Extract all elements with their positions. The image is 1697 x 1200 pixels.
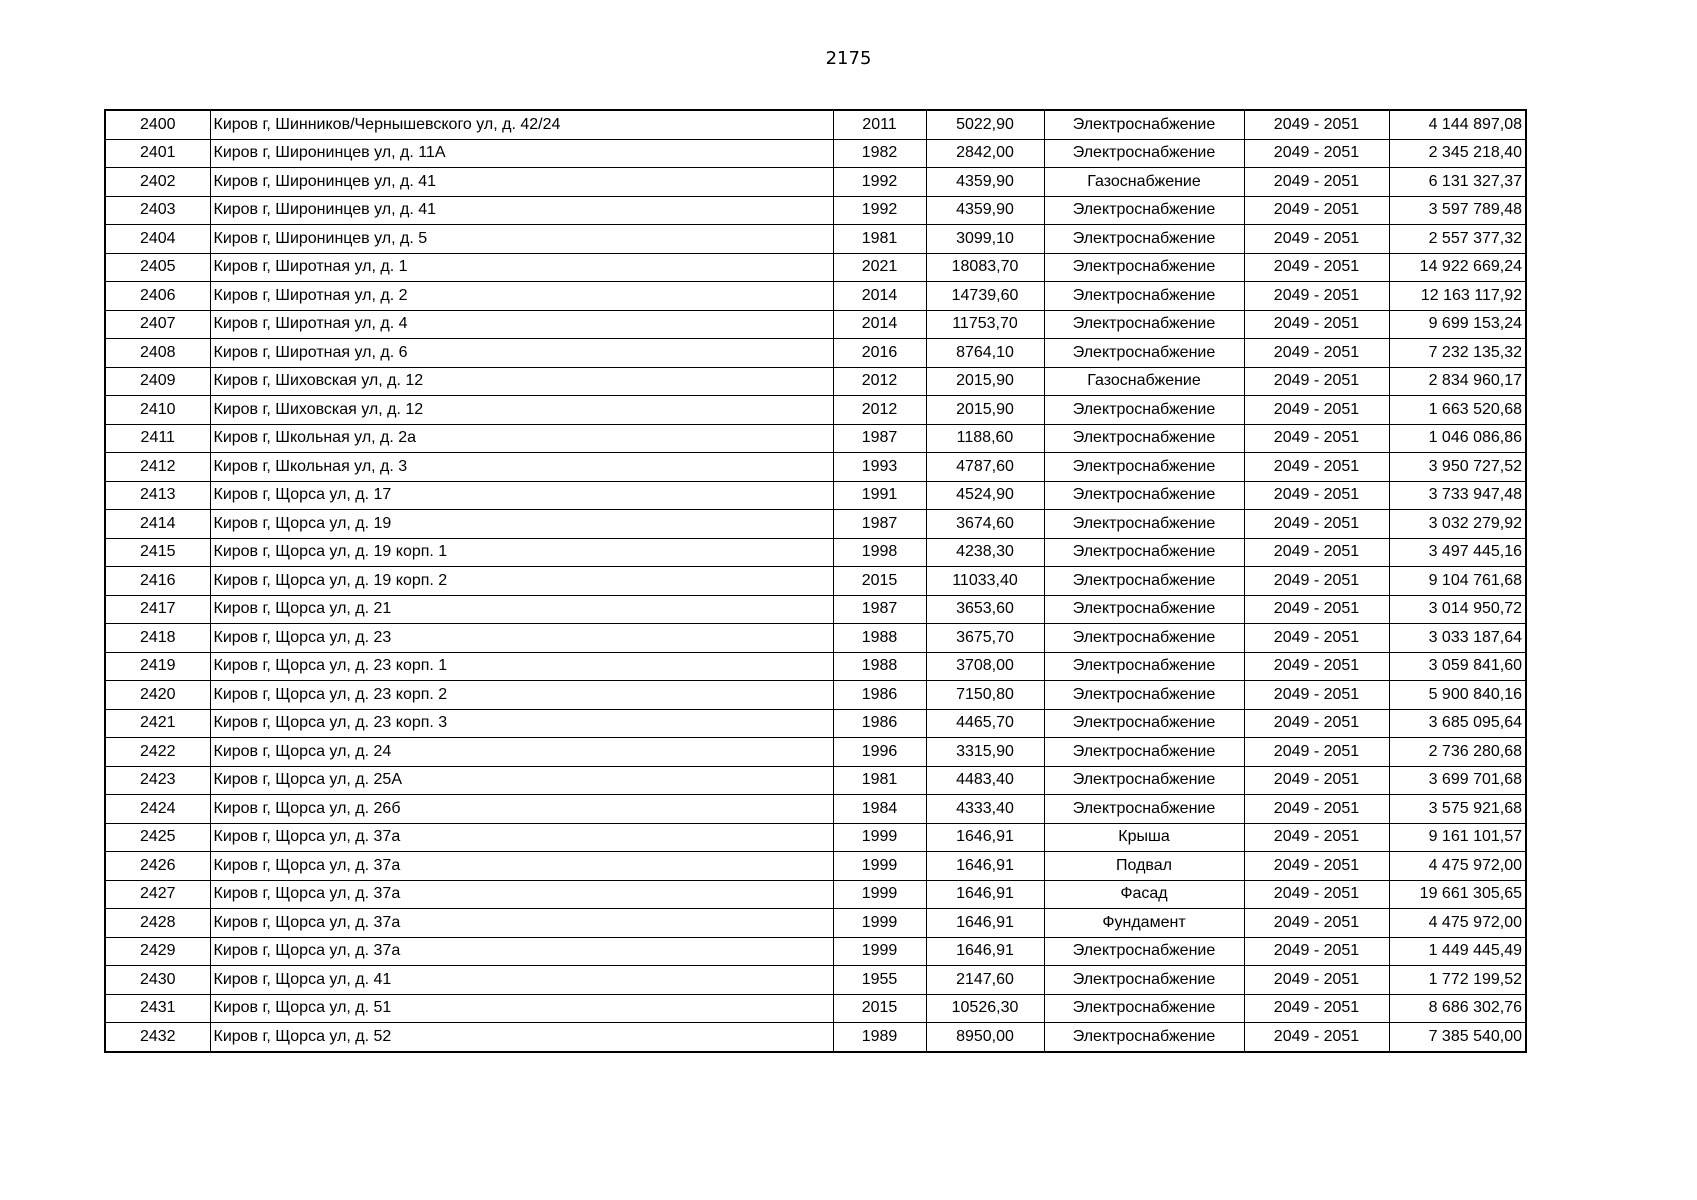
year-cell: 2012 bbox=[833, 367, 926, 396]
row-number-cell: 2413 bbox=[105, 481, 210, 510]
cost-cell: 3 733 947,48 bbox=[1389, 481, 1526, 510]
work-type-cell: Электроснабжение bbox=[1044, 538, 1244, 567]
address-cell: Киров г, Щорса ул, д. 37а bbox=[210, 823, 833, 852]
area-cell: 7150,80 bbox=[926, 681, 1044, 710]
address-cell: Киров г, Щорса ул, д. 19 корп. 2 bbox=[210, 567, 833, 596]
cost-cell: 4 144 897,08 bbox=[1389, 110, 1526, 139]
page-number: 2175 bbox=[825, 48, 872, 69]
period-cell: 2049 - 2051 bbox=[1244, 139, 1389, 168]
cost-cell: 9 161 101,57 bbox=[1389, 823, 1526, 852]
table-row bbox=[105, 852, 1526, 881]
work-type-cell: Электроснабжение bbox=[1044, 652, 1244, 681]
table-row bbox=[105, 994, 1526, 1023]
row-number-cell: 2419 bbox=[105, 652, 210, 681]
work-type-cell: Электроснабжение bbox=[1044, 139, 1244, 168]
table-row bbox=[105, 738, 1526, 767]
cost-cell: 3 032 279,92 bbox=[1389, 510, 1526, 539]
period-cell: 2049 - 2051 bbox=[1244, 424, 1389, 453]
address-cell: Киров г, Щорса ул, д. 23 корп. 1 bbox=[210, 652, 833, 681]
area-cell: 1188,60 bbox=[926, 424, 1044, 453]
period-cell: 2049 - 2051 bbox=[1244, 880, 1389, 909]
row-number-cell: 2423 bbox=[105, 766, 210, 795]
year-cell: 1999 bbox=[833, 880, 926, 909]
row-number-cell: 2428 bbox=[105, 909, 210, 938]
year-cell: 1996 bbox=[833, 738, 926, 767]
table-row bbox=[105, 282, 1526, 311]
row-number-cell: 2408 bbox=[105, 339, 210, 368]
area-cell: 1646,91 bbox=[926, 880, 1044, 909]
period-cell: 2049 - 2051 bbox=[1244, 110, 1389, 139]
year-cell: 2021 bbox=[833, 253, 926, 282]
area-cell: 4359,90 bbox=[926, 168, 1044, 197]
row-number-cell: 2424 bbox=[105, 795, 210, 824]
period-cell: 2049 - 2051 bbox=[1244, 225, 1389, 254]
cost-cell: 8 686 302,76 bbox=[1389, 994, 1526, 1023]
period-cell: 2049 - 2051 bbox=[1244, 709, 1389, 738]
year-cell: 1998 bbox=[833, 538, 926, 567]
area-cell: 2842,00 bbox=[926, 139, 1044, 168]
cost-cell: 3 059 841,60 bbox=[1389, 652, 1526, 681]
period-cell: 2049 - 2051 bbox=[1244, 595, 1389, 624]
period-cell: 2049 - 2051 bbox=[1244, 396, 1389, 425]
period-cell: 2049 - 2051 bbox=[1244, 852, 1389, 881]
address-cell: Киров г, Щорса ул, д. 51 bbox=[210, 994, 833, 1023]
address-cell: Киров г, Широтная ул, д. 6 bbox=[210, 339, 833, 368]
year-cell: 1993 bbox=[833, 453, 926, 482]
row-number-cell: 2420 bbox=[105, 681, 210, 710]
year-cell: 1988 bbox=[833, 652, 926, 681]
year-cell: 2012 bbox=[833, 396, 926, 425]
work-type-cell: Электроснабжение bbox=[1044, 196, 1244, 225]
row-number-cell: 2404 bbox=[105, 225, 210, 254]
table-row bbox=[105, 481, 1526, 510]
area-cell: 2015,90 bbox=[926, 367, 1044, 396]
cost-cell: 3 685 095,64 bbox=[1389, 709, 1526, 738]
address-cell: Киров г, Широнинцев ул, д. 11А bbox=[210, 139, 833, 168]
period-cell: 2049 - 2051 bbox=[1244, 453, 1389, 482]
row-number-cell: 2401 bbox=[105, 139, 210, 168]
address-cell: Киров г, Щорса ул, д. 37а bbox=[210, 937, 833, 966]
year-cell: 1999 bbox=[833, 909, 926, 938]
cost-cell: 5 900 840,16 bbox=[1389, 681, 1526, 710]
period-cell: 2049 - 2051 bbox=[1244, 282, 1389, 311]
cost-cell: 14 922 669,24 bbox=[1389, 253, 1526, 282]
table-row bbox=[105, 823, 1526, 852]
address-cell: Киров г, Щорса ул, д. 19 bbox=[210, 510, 833, 539]
table-row bbox=[105, 681, 1526, 710]
year-cell: 1982 bbox=[833, 139, 926, 168]
area-cell: 3653,60 bbox=[926, 595, 1044, 624]
address-cell: Киров г, Щорса ул, д. 23 корп. 3 bbox=[210, 709, 833, 738]
period-cell: 2049 - 2051 bbox=[1244, 567, 1389, 596]
year-cell: 1999 bbox=[833, 937, 926, 966]
work-type-cell: Электроснабжение bbox=[1044, 110, 1244, 139]
address-cell: Киров г, Щорса ул, д. 37а bbox=[210, 909, 833, 938]
cost-cell: 9 104 761,68 bbox=[1389, 567, 1526, 596]
row-number-cell: 2415 bbox=[105, 538, 210, 567]
period-cell: 2049 - 2051 bbox=[1244, 937, 1389, 966]
work-type-cell: Электроснабжение bbox=[1044, 396, 1244, 425]
row-number-cell: 2421 bbox=[105, 709, 210, 738]
cost-cell: 2 736 280,68 bbox=[1389, 738, 1526, 767]
year-cell: 1989 bbox=[833, 1023, 926, 1052]
table-row bbox=[105, 339, 1526, 368]
row-number-cell: 2430 bbox=[105, 966, 210, 995]
period-cell: 2049 - 2051 bbox=[1244, 909, 1389, 938]
address-cell: Киров г, Щорса ул, д. 25А bbox=[210, 766, 833, 795]
cost-cell: 3 575 921,68 bbox=[1389, 795, 1526, 824]
work-type-cell: Электроснабжение bbox=[1044, 994, 1244, 1023]
cost-cell: 1 449 445,49 bbox=[1389, 937, 1526, 966]
address-cell: Киров г, Широтная ул, д. 1 bbox=[210, 253, 833, 282]
table-row bbox=[105, 453, 1526, 482]
area-cell: 1646,91 bbox=[926, 937, 1044, 966]
year-cell: 1981 bbox=[833, 766, 926, 795]
table-row bbox=[105, 538, 1526, 567]
year-cell: 1987 bbox=[833, 424, 926, 453]
year-cell: 1988 bbox=[833, 624, 926, 653]
work-type-cell: Электроснабжение bbox=[1044, 681, 1244, 710]
area-cell: 11753,70 bbox=[926, 310, 1044, 339]
cost-cell: 3 033 187,64 bbox=[1389, 624, 1526, 653]
cost-cell: 4 475 972,00 bbox=[1389, 909, 1526, 938]
work-type-cell: Электроснабжение bbox=[1044, 453, 1244, 482]
table-row bbox=[105, 310, 1526, 339]
address-cell: Киров г, Широнинцев ул, д. 5 bbox=[210, 225, 833, 254]
work-type-cell: Электроснабжение bbox=[1044, 937, 1244, 966]
work-type-cell: Электроснабжение bbox=[1044, 510, 1244, 539]
work-type-cell: Электроснабжение bbox=[1044, 624, 1244, 653]
row-number-cell: 2432 bbox=[105, 1023, 210, 1052]
work-type-cell: Фундамент bbox=[1044, 909, 1244, 938]
period-cell: 2049 - 2051 bbox=[1244, 1023, 1389, 1052]
cost-cell: 7 232 135,32 bbox=[1389, 339, 1526, 368]
year-cell: 1986 bbox=[833, 681, 926, 710]
register-table bbox=[104, 109, 1527, 1053]
row-number-cell: 2407 bbox=[105, 310, 210, 339]
work-type-cell: Электроснабжение bbox=[1044, 1023, 1244, 1052]
area-cell: 2015,90 bbox=[926, 396, 1044, 425]
cost-cell: 4 475 972,00 bbox=[1389, 852, 1526, 881]
address-cell: Киров г, Щорса ул, д. 21 bbox=[210, 595, 833, 624]
address-cell: Киров г, Широтная ул, д. 4 bbox=[210, 310, 833, 339]
table-row bbox=[105, 795, 1526, 824]
cost-cell: 3 014 950,72 bbox=[1389, 595, 1526, 624]
row-number-cell: 2429 bbox=[105, 937, 210, 966]
address-cell: Киров г, Щорса ул, д. 19 корп. 1 bbox=[210, 538, 833, 567]
address-cell: Киров г, Широнинцев ул, д. 41 bbox=[210, 168, 833, 197]
period-cell: 2049 - 2051 bbox=[1244, 795, 1389, 824]
work-type-cell: Электроснабжение bbox=[1044, 738, 1244, 767]
address-cell: Киров г, Школьная ул, д. 3 bbox=[210, 453, 833, 482]
table-row bbox=[105, 367, 1526, 396]
year-cell: 1991 bbox=[833, 481, 926, 510]
area-cell: 8764,10 bbox=[926, 339, 1044, 368]
period-cell: 2049 - 2051 bbox=[1244, 253, 1389, 282]
address-cell: Киров г, Щорса ул, д. 24 bbox=[210, 738, 833, 767]
table-row bbox=[105, 624, 1526, 653]
row-number-cell: 2426 bbox=[105, 852, 210, 881]
table-row bbox=[105, 1023, 1526, 1052]
work-type-cell: Фасад bbox=[1044, 880, 1244, 909]
row-number-cell: 2412 bbox=[105, 453, 210, 482]
year-cell: 1984 bbox=[833, 795, 926, 824]
work-type-cell: Электроснабжение bbox=[1044, 225, 1244, 254]
period-cell: 2049 - 2051 bbox=[1244, 624, 1389, 653]
work-type-cell: Электроснабжение bbox=[1044, 709, 1244, 738]
cost-cell: 9 699 153,24 bbox=[1389, 310, 1526, 339]
table-row bbox=[105, 652, 1526, 681]
cost-cell: 12 163 117,92 bbox=[1389, 282, 1526, 311]
work-type-cell: Электроснабжение bbox=[1044, 253, 1244, 282]
address-cell: Киров г, Щорса ул, д. 17 bbox=[210, 481, 833, 510]
area-cell: 3675,70 bbox=[926, 624, 1044, 653]
period-cell: 2049 - 2051 bbox=[1244, 994, 1389, 1023]
address-cell: Киров г, Щорса ул, д. 23 корп. 2 bbox=[210, 681, 833, 710]
year-cell: 1955 bbox=[833, 966, 926, 995]
period-cell: 2049 - 2051 bbox=[1244, 538, 1389, 567]
row-number-cell: 2406 bbox=[105, 282, 210, 311]
area-cell: 3315,90 bbox=[926, 738, 1044, 767]
period-cell: 2049 - 2051 bbox=[1244, 367, 1389, 396]
area-cell: 1646,91 bbox=[926, 909, 1044, 938]
period-cell: 2049 - 2051 bbox=[1244, 510, 1389, 539]
row-number-cell: 2410 bbox=[105, 396, 210, 425]
address-cell: Киров г, Школьная ул, д. 2а bbox=[210, 424, 833, 453]
work-type-cell: Электроснабжение bbox=[1044, 795, 1244, 824]
row-number-cell: 2414 bbox=[105, 510, 210, 539]
year-cell: 1986 bbox=[833, 709, 926, 738]
period-cell: 2049 - 2051 bbox=[1244, 766, 1389, 795]
period-cell: 2049 - 2051 bbox=[1244, 481, 1389, 510]
year-cell: 1992 bbox=[833, 168, 926, 197]
address-cell: Киров г, Щорса ул, д. 37а bbox=[210, 852, 833, 881]
table-row bbox=[105, 168, 1526, 197]
cost-cell: 19 661 305,65 bbox=[1389, 880, 1526, 909]
cost-cell: 3 950 727,52 bbox=[1389, 453, 1526, 482]
area-cell: 3099,10 bbox=[926, 225, 1044, 254]
area-cell: 2147,60 bbox=[926, 966, 1044, 995]
address-cell: Киров г, Широнинцев ул, д. 41 bbox=[210, 196, 833, 225]
table-row bbox=[105, 110, 1526, 139]
row-number-cell: 2403 bbox=[105, 196, 210, 225]
work-type-cell: Крыша bbox=[1044, 823, 1244, 852]
area-cell: 8950,00 bbox=[926, 1023, 1044, 1052]
period-cell: 2049 - 2051 bbox=[1244, 310, 1389, 339]
row-number-cell: 2411 bbox=[105, 424, 210, 453]
period-cell: 2049 - 2051 bbox=[1244, 196, 1389, 225]
year-cell: 2011 bbox=[833, 110, 926, 139]
row-number-cell: 2409 bbox=[105, 367, 210, 396]
cost-cell: 2 834 960,17 bbox=[1389, 367, 1526, 396]
year-cell: 1999 bbox=[833, 823, 926, 852]
cost-cell: 1 772 199,52 bbox=[1389, 966, 1526, 995]
area-cell: 3674,60 bbox=[926, 510, 1044, 539]
cost-cell: 2 557 377,32 bbox=[1389, 225, 1526, 254]
area-cell: 10526,30 bbox=[926, 994, 1044, 1023]
row-number-cell: 2402 bbox=[105, 168, 210, 197]
year-cell: 1987 bbox=[833, 510, 926, 539]
area-cell: 4238,30 bbox=[926, 538, 1044, 567]
year-cell: 2014 bbox=[833, 310, 926, 339]
cost-cell: 1 663 520,68 bbox=[1389, 396, 1526, 425]
period-cell: 2049 - 2051 bbox=[1244, 652, 1389, 681]
work-type-cell: Электроснабжение bbox=[1044, 595, 1244, 624]
year-cell: 2015 bbox=[833, 567, 926, 596]
period-cell: 2049 - 2051 bbox=[1244, 823, 1389, 852]
area-cell: 14739,60 bbox=[926, 282, 1044, 311]
year-cell: 2016 bbox=[833, 339, 926, 368]
cost-cell: 2 345 218,40 bbox=[1389, 139, 1526, 168]
work-type-cell: Электроснабжение bbox=[1044, 766, 1244, 795]
row-number-cell: 2400 bbox=[105, 110, 210, 139]
period-cell: 2049 - 2051 bbox=[1244, 681, 1389, 710]
area-cell: 4483,40 bbox=[926, 766, 1044, 795]
address-cell: Киров г, Щорса ул, д. 41 bbox=[210, 966, 833, 995]
row-number-cell: 2425 bbox=[105, 823, 210, 852]
row-number-cell: 2418 bbox=[105, 624, 210, 653]
area-cell: 1646,91 bbox=[926, 852, 1044, 881]
period-cell: 2049 - 2051 bbox=[1244, 168, 1389, 197]
year-cell: 1987 bbox=[833, 595, 926, 624]
table-row bbox=[105, 709, 1526, 738]
year-cell: 1999 bbox=[833, 852, 926, 881]
area-cell: 3708,00 bbox=[926, 652, 1044, 681]
work-type-cell: Электроснабжение bbox=[1044, 424, 1244, 453]
work-type-cell: Газоснабжение bbox=[1044, 168, 1244, 197]
table-row bbox=[105, 424, 1526, 453]
address-cell: Киров г, Шинников/Чернышевского ул, д. 42/24 bbox=[210, 110, 833, 139]
row-number-cell: 2416 bbox=[105, 567, 210, 596]
area-cell: 11033,40 bbox=[926, 567, 1044, 596]
cost-cell: 1 046 086,86 bbox=[1389, 424, 1526, 453]
cost-cell: 3 597 789,48 bbox=[1389, 196, 1526, 225]
cost-cell: 7 385 540,00 bbox=[1389, 1023, 1526, 1052]
area-cell: 4524,90 bbox=[926, 481, 1044, 510]
period-cell: 2049 - 2051 bbox=[1244, 738, 1389, 767]
register-body bbox=[105, 110, 1526, 1052]
row-number-cell: 2427 bbox=[105, 880, 210, 909]
row-number-cell: 2417 bbox=[105, 595, 210, 624]
address-cell: Киров г, Шиховская ул, д. 12 bbox=[210, 396, 833, 425]
year-cell: 1981 bbox=[833, 225, 926, 254]
year-cell: 1992 bbox=[833, 196, 926, 225]
year-cell: 2015 bbox=[833, 994, 926, 1023]
area-cell: 4333,40 bbox=[926, 795, 1044, 824]
work-type-cell: Электроснабжение bbox=[1044, 282, 1244, 311]
area-cell: 4465,70 bbox=[926, 709, 1044, 738]
work-type-cell: Электроснабжение bbox=[1044, 310, 1244, 339]
table-row bbox=[105, 766, 1526, 795]
year-cell: 2014 bbox=[833, 282, 926, 311]
table-row bbox=[105, 139, 1526, 168]
row-number-cell: 2422 bbox=[105, 738, 210, 767]
address-cell: Киров г, Шиховская ул, д. 12 bbox=[210, 367, 833, 396]
work-type-cell: Газоснабжение bbox=[1044, 367, 1244, 396]
table-row bbox=[105, 510, 1526, 539]
work-type-cell: Электроснабжение bbox=[1044, 339, 1244, 368]
cost-cell: 3 497 445,16 bbox=[1389, 538, 1526, 567]
table-row bbox=[105, 880, 1526, 909]
table-row bbox=[105, 396, 1526, 425]
cost-cell: 6 131 327,37 bbox=[1389, 168, 1526, 197]
table-row bbox=[105, 567, 1526, 596]
period-cell: 2049 - 2051 bbox=[1244, 966, 1389, 995]
work-type-cell: Подвал bbox=[1044, 852, 1244, 881]
table-row bbox=[105, 966, 1526, 995]
address-cell: Киров г, Широтная ул, д. 2 bbox=[210, 282, 833, 311]
address-cell: Киров г, Щорса ул, д. 26б bbox=[210, 795, 833, 824]
table-row bbox=[105, 225, 1526, 254]
area-cell: 4787,60 bbox=[926, 453, 1044, 482]
work-type-cell: Электроснабжение bbox=[1044, 481, 1244, 510]
row-number-cell: 2405 bbox=[105, 253, 210, 282]
table-row bbox=[105, 595, 1526, 624]
table-row bbox=[105, 909, 1526, 938]
address-cell: Киров г, Щорса ул, д. 37а bbox=[210, 880, 833, 909]
cost-cell: 3 699 701,68 bbox=[1389, 766, 1526, 795]
area-cell: 4359,90 bbox=[926, 196, 1044, 225]
period-cell: 2049 - 2051 bbox=[1244, 339, 1389, 368]
area-cell: 18083,70 bbox=[926, 253, 1044, 282]
area-cell: 1646,91 bbox=[926, 823, 1044, 852]
row-number-cell: 2431 bbox=[105, 994, 210, 1023]
address-cell: Киров г, Щорса ул, д. 52 bbox=[210, 1023, 833, 1052]
area-cell: 5022,90 bbox=[926, 110, 1044, 139]
table-row bbox=[105, 196, 1526, 225]
work-type-cell: Электроснабжение bbox=[1044, 567, 1244, 596]
table-row bbox=[105, 253, 1526, 282]
address-cell: Киров г, Щорса ул, д. 23 bbox=[210, 624, 833, 653]
work-type-cell: Электроснабжение bbox=[1044, 966, 1244, 995]
table-row bbox=[105, 937, 1526, 966]
